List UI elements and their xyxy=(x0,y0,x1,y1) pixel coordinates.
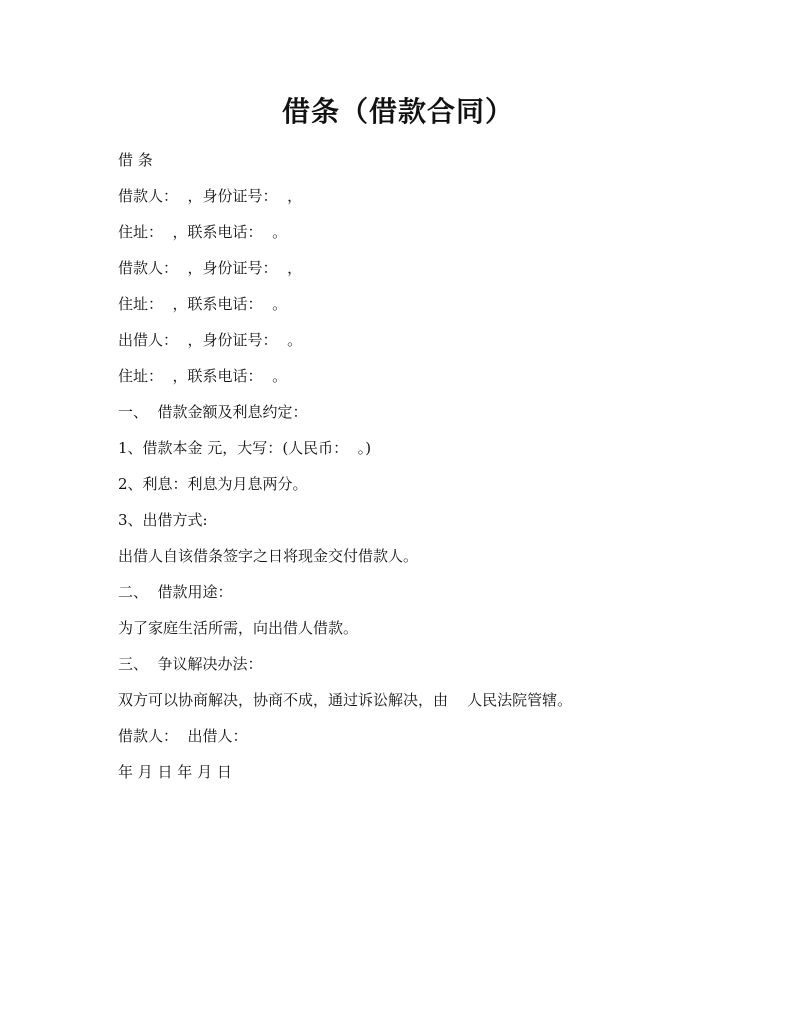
heading-jietiao: 借 条 xyxy=(118,151,153,169)
section-2-heading: 二、 借款用途： xyxy=(118,583,233,601)
loan-principal-line: 1、借款本金 元，大写：(人民币： 。) xyxy=(118,439,372,457)
borrower-2-address-line: 住址： ，联系电话： 。 xyxy=(118,295,288,313)
borrower-1-id-line: 借款人： ，身份证号： ， xyxy=(118,187,303,205)
section-1-heading: 一、 借款金额及利息约定： xyxy=(118,403,308,421)
dispute-resolution-detail: 双方可以协商解决，协商不成，通过诉讼解决，由 人民法院管辖。 xyxy=(118,691,573,709)
interest-line: 2、利息：利息为月息两分。 xyxy=(118,475,308,493)
borrower-2-id-line: 借款人： ，身份证号： ， xyxy=(118,259,303,277)
borrower-1-address-line: 住址： ，联系电话： 。 xyxy=(118,223,288,241)
lender-address-line: 住址： ，联系电话： 。 xyxy=(118,367,288,385)
signature-line: 借款人： 出借人： xyxy=(118,727,248,745)
lending-method-detail: 出借人自该借条签字之日将现金交付借款人。 xyxy=(118,547,419,565)
document-title: 借条（借款合同） xyxy=(281,95,514,128)
loan-purpose-detail: 为了家庭生活所需，向出借人借款。 xyxy=(118,619,359,637)
lending-method-line: 3、出借方式: xyxy=(118,511,208,529)
date-line: 年 月 日 年 月 日 xyxy=(118,763,232,781)
lender-id-line: 出借人： ，身份证号： 。 xyxy=(118,331,303,349)
section-3-heading: 三、 争议解决办法： xyxy=(118,655,263,673)
